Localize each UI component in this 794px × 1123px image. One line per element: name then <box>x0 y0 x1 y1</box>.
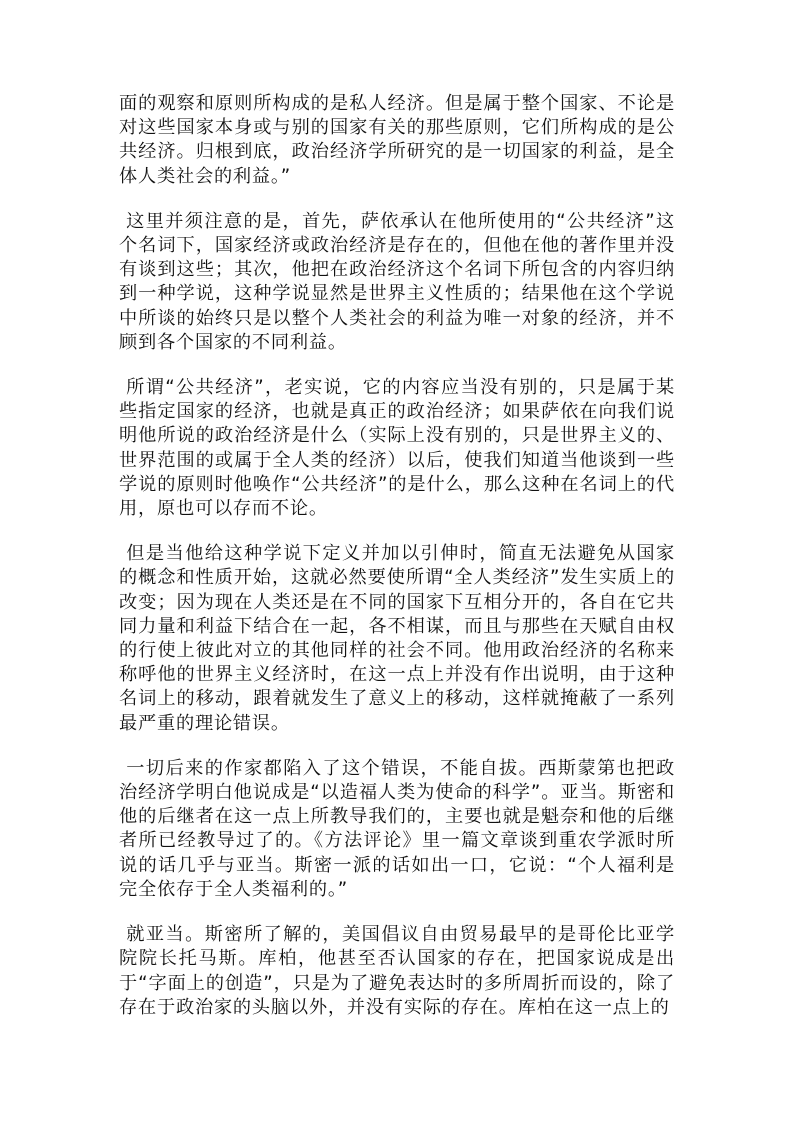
body-text <box>119 92 675 1041</box>
paragraph: 但是当他给这种学说下定义并加以引伸时，简直无法避免从国家的概念和性质开始，这就必然要使所谓“全人类经济”发生实质上的改变；因为现在人类还是在不同的国家下互相分开的，各自在它共同力量和利益下结合在一起，各不相谋，而且与那些在天赋自由权的行使上彼此对立的其他同样的社会不同。他用政治经济的名称来称呼他的世界主义经济时，在这一点上并没有作出说明，由于这种名词上的移动，跟着就发生了意义上的移动，这样就掩蔽了一系列最严重的理论错误。 <box>119 543 675 734</box>
paragraph: 所谓“公共经济”，老实说，它的内容应当没有别的，只是属于某些指定国家的经济，也就是真正的政治经济；如果萨依在向我们说明他所说的政治经济是什么（实际上没有别的，只是世界主义的、世界范围的或属于全人类的经济）以后，使我们知道当他谈到一些学说的原则时他唤作“公共经济”的是什么，那么这种在名词上的代用，原也可以存而不论。 <box>119 377 675 520</box>
paragraph: 就亚当。斯密所了解的，美国倡议自由贸易最早的是哥伦比亚学院院长托马斯。库柏，他甚至否认国家的存在，把国家说成是出于“字面上的创造”，只是为了避免表达时的多所周折而设的，除了存在于政治家的头脑以外，并没有实际的存在。库柏在这一点上的 <box>119 924 675 1018</box>
paragraph: 面的观察和原则所构成的是私人经济。但是属于整个国家、不论是对这些国家本身或与别的国家有关的那些原则，它们所构成的是公共经济。归根到底，政治经济学所研究的是一切国家的利益，是全体人类社会的利益。” <box>119 93 675 187</box>
paragraph: 一切后来的作家都陷入了这个错误，不能自拔。西斯蒙第也把政治经济学明白他说成是“以造福人类为使命的科学”。亚当。斯密和他的后继者在这一点上所教导我们的，主要也就是魁奈和他的后继者所已经教导过了的。《方法评论》里一篇文章谈到重农学派时所说的话几乎与亚当。斯密一派的话如出一口，它说：“个人福利是完全依存于全人类福利的。” <box>119 757 675 900</box>
paragraph: 这里并须注意的是，首先，萨依承认在他所使用的“公共经济”这个名词下，国家经济或政治经济是存在的，但他在他的著作里并没有谈到这些；其次，他把在政治经济这个名词下所包含的内容归纳到一种学说，这种学说显然是世界主义性质的；结果他在这个学说中所谈的始终只是以整个人类社会的利益为唯一对象的经济，并不顾到各个国家的不同利益。 <box>119 210 675 353</box>
